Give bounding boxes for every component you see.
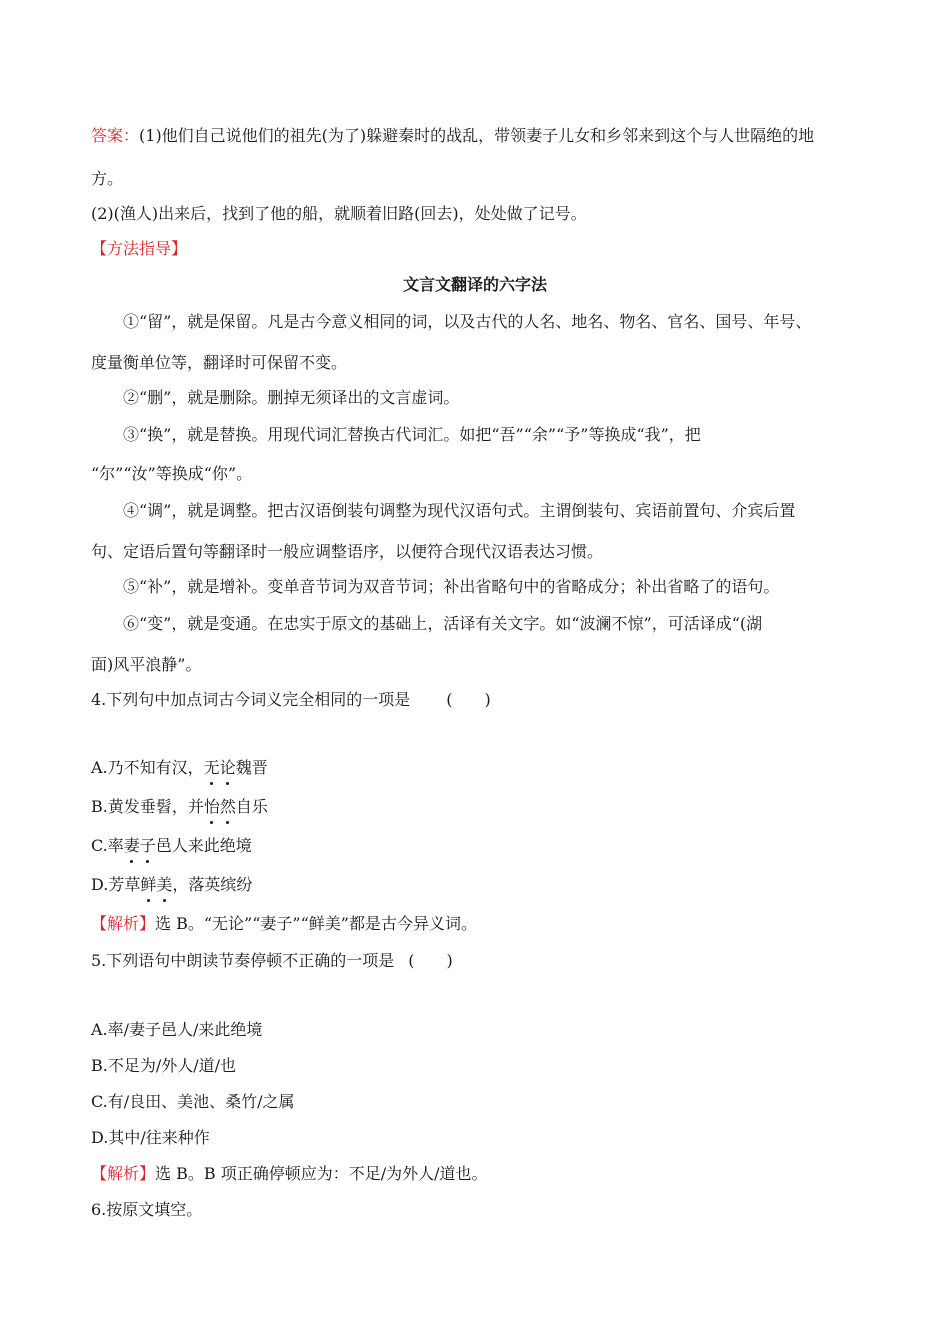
q4-b-text: B.黄发垂髫，并: [91, 797, 204, 816]
q4-d-text: D.芳草: [91, 875, 141, 894]
q5-option-d[interactable]: D.其中/往来种作: [91, 1128, 210, 1147]
q4-answer-paren: ( ): [446, 690, 491, 709]
q4-stem-text: 4.下列句中加点词古今词义完全相同的一项是: [91, 690, 411, 709]
method-para-1b: 度量衡单位等，翻译时可保留不变。: [91, 353, 348, 372]
dotted-char: 论: [219, 758, 236, 777]
method-para-6b: 面)风平浪静”。: [91, 655, 202, 674]
answer-line-1: [91, 125, 814, 147]
dotted-char: 子: [139, 836, 156, 855]
q4-c-text: C.率: [91, 836, 124, 855]
q5-stem-text: 5.下列语句中朗读节奏停顿不正确的一项是: [91, 951, 395, 970]
q4-option-c[interactable]: [91, 835, 252, 857]
analysis-label: 【解析】: [91, 1164, 156, 1183]
q4-option-b[interactable]: [91, 796, 268, 818]
q5-option-b[interactable]: B.不足为/外人/道/也: [91, 1056, 237, 1075]
q4-stem: [91, 689, 491, 711]
method-para-5: ⑤“补”，就是增补。变单音节词为双音节词；补出省略句中的省略成分；补出省略了的语句。: [123, 577, 780, 596]
q4-a-text: A.乃不知有汉，: [91, 758, 204, 777]
method-para-4a: ④“调”，就是调整。把古汉语倒装句调整为现代汉语句式。主谓倒装句、宾语前置句、介宾后置: [123, 501, 796, 520]
dotted-char: 然: [219, 797, 236, 816]
method-heading: 【方法指导】: [91, 239, 188, 258]
answer-text-1: (1)他们自己说他们的祖先(为了)躲避秦时的战乱，带领妻子儿女和乡邻来到这个与人世隔绝的地: [139, 126, 815, 145]
q4-analysis: [91, 913, 477, 935]
analysis-label: 【解析】: [91, 914, 156, 933]
q4-c-text-end: 邑人来此绝境: [155, 836, 252, 855]
answer-label: 答案：: [91, 126, 140, 145]
dotted-char: 无: [203, 758, 220, 777]
q4-a-text-end: 魏晋: [235, 758, 268, 777]
dotted-char: 怡: [203, 797, 220, 816]
q4-b-text-end: 自乐: [235, 797, 268, 816]
answer-line-3: (2)(渔人)出来后，找到了他的船，就顺着旧路(回去)，处处做了记号。: [91, 204, 587, 223]
answer-line-2: 方。: [91, 169, 124, 188]
q5-answer-paren: ( ): [408, 951, 453, 970]
method-para-3a: ③“换”，就是替换。用现代词汇替换古代词汇。如把“吾”“余”“予”等换成“我”，把: [123, 425, 701, 444]
method-para-2: ②“删”，就是删除。删掉无须译出的文言虚词。: [123, 388, 460, 407]
q4-d-text-end: ，落英缤纷: [172, 875, 253, 894]
q4-option-d[interactable]: [91, 874, 252, 896]
dotted-char: 鲜: [140, 875, 157, 894]
q5-analysis: [91, 1163, 488, 1185]
method-para-4b: 句、定语后置句等翻译时一般应调整语序，以便符合现代汉语表达习惯。: [91, 542, 604, 561]
method-para-1a: ①“留”，就是保留。凡是古今意义相同的词，以及古代的人名、地名、物名、官名、国号、年号、: [123, 312, 812, 331]
q4-option-a[interactable]: [91, 757, 268, 779]
q5-stem: [91, 950, 453, 972]
dotted-char: 妻: [123, 836, 140, 855]
q6-stem: 6.按原文填空。: [91, 1200, 203, 1219]
q5-option-c[interactable]: C.有/良田、美池、桑竹/之属: [91, 1092, 295, 1111]
method-para-3b: “尔”“汝”等换成“你”。: [91, 464, 253, 483]
q5-option-a[interactable]: A.率/妻子邑人/来此绝境: [91, 1020, 263, 1039]
q5-analysis-text: 选 B。B 项正确停顿应为：不足/为外人/道也。: [155, 1164, 488, 1183]
dotted-char: 美: [156, 875, 173, 894]
method-title: 文言文翻译的六字法: [402, 275, 547, 294]
method-para-6a: ⑥“变”，就是变通。在忠实于原文的基础上，活译有关文字。如“波澜不惊”，可活译成“(湖: [123, 614, 763, 633]
q4-analysis-text: 选 B。“无论”“妻子”“鲜美”都是古今异义词。: [155, 914, 477, 933]
